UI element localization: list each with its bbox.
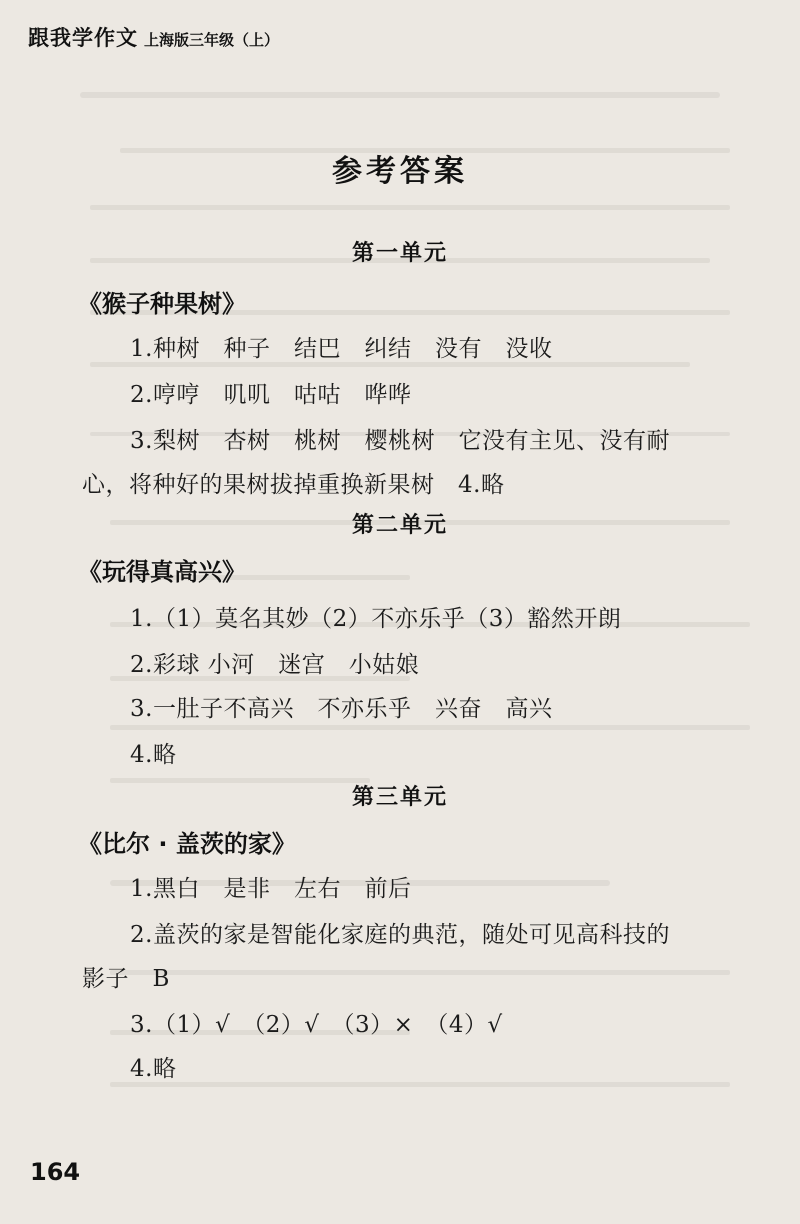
answer-line: 3.梨树 杏树 桃树 樱桃树 它没有主见、没有耐 [130, 428, 670, 454]
running-header [28, 22, 279, 52]
answer-line: 3.（1）√ （2）√ （3）× （4）√ [130, 1012, 503, 1038]
answer-line: 1.黑白 是非 左右 前后 [130, 876, 412, 902]
answer-line: 1.（1）莫名其妙（2）不亦乐乎（3）豁然开朗 [130, 606, 622, 632]
answers-title: 参考答案 [332, 154, 468, 189]
unit-1-title: 第一单元 [351, 241, 448, 266]
lesson-3-title: 《比尔 · 盖茨的家》 [78, 830, 296, 858]
answer-line: 影子 B [82, 966, 170, 992]
answer-line: 4.略 [130, 1056, 177, 1082]
answer-line: 1.种树 种子 结巴 纠结 没有 没收 [130, 336, 553, 362]
unit-2-title: 第二单元 [351, 513, 448, 538]
edition-label: 上海版三年级（上） [144, 31, 280, 49]
answer-line: 4.略 [130, 742, 177, 768]
answer-line: 2.盖茨的家是智能化家庭的典范，随处可见高科技的 [130, 922, 670, 948]
answer-line: 2.彩球 小河 迷宫 小姑娘 [130, 652, 420, 678]
unit-3-title: 第三单元 [351, 785, 448, 810]
lesson-1-title: 《猴子种果树》 [78, 290, 246, 318]
page-number: 164 [30, 1158, 81, 1186]
answer-line: 2.哼哼 叽叽 咕咕 哗哗 [130, 382, 412, 408]
book-title: 跟我学作文 [28, 26, 138, 50]
lesson-2-title: 《玩得真高兴》 [78, 558, 246, 586]
answer-line: 心，将种好的果树拔掉重换新果树 4.略 [82, 472, 505, 498]
answer-line: 3.一肚子不高兴 不亦乐乎 兴奋 高兴 [130, 696, 553, 722]
